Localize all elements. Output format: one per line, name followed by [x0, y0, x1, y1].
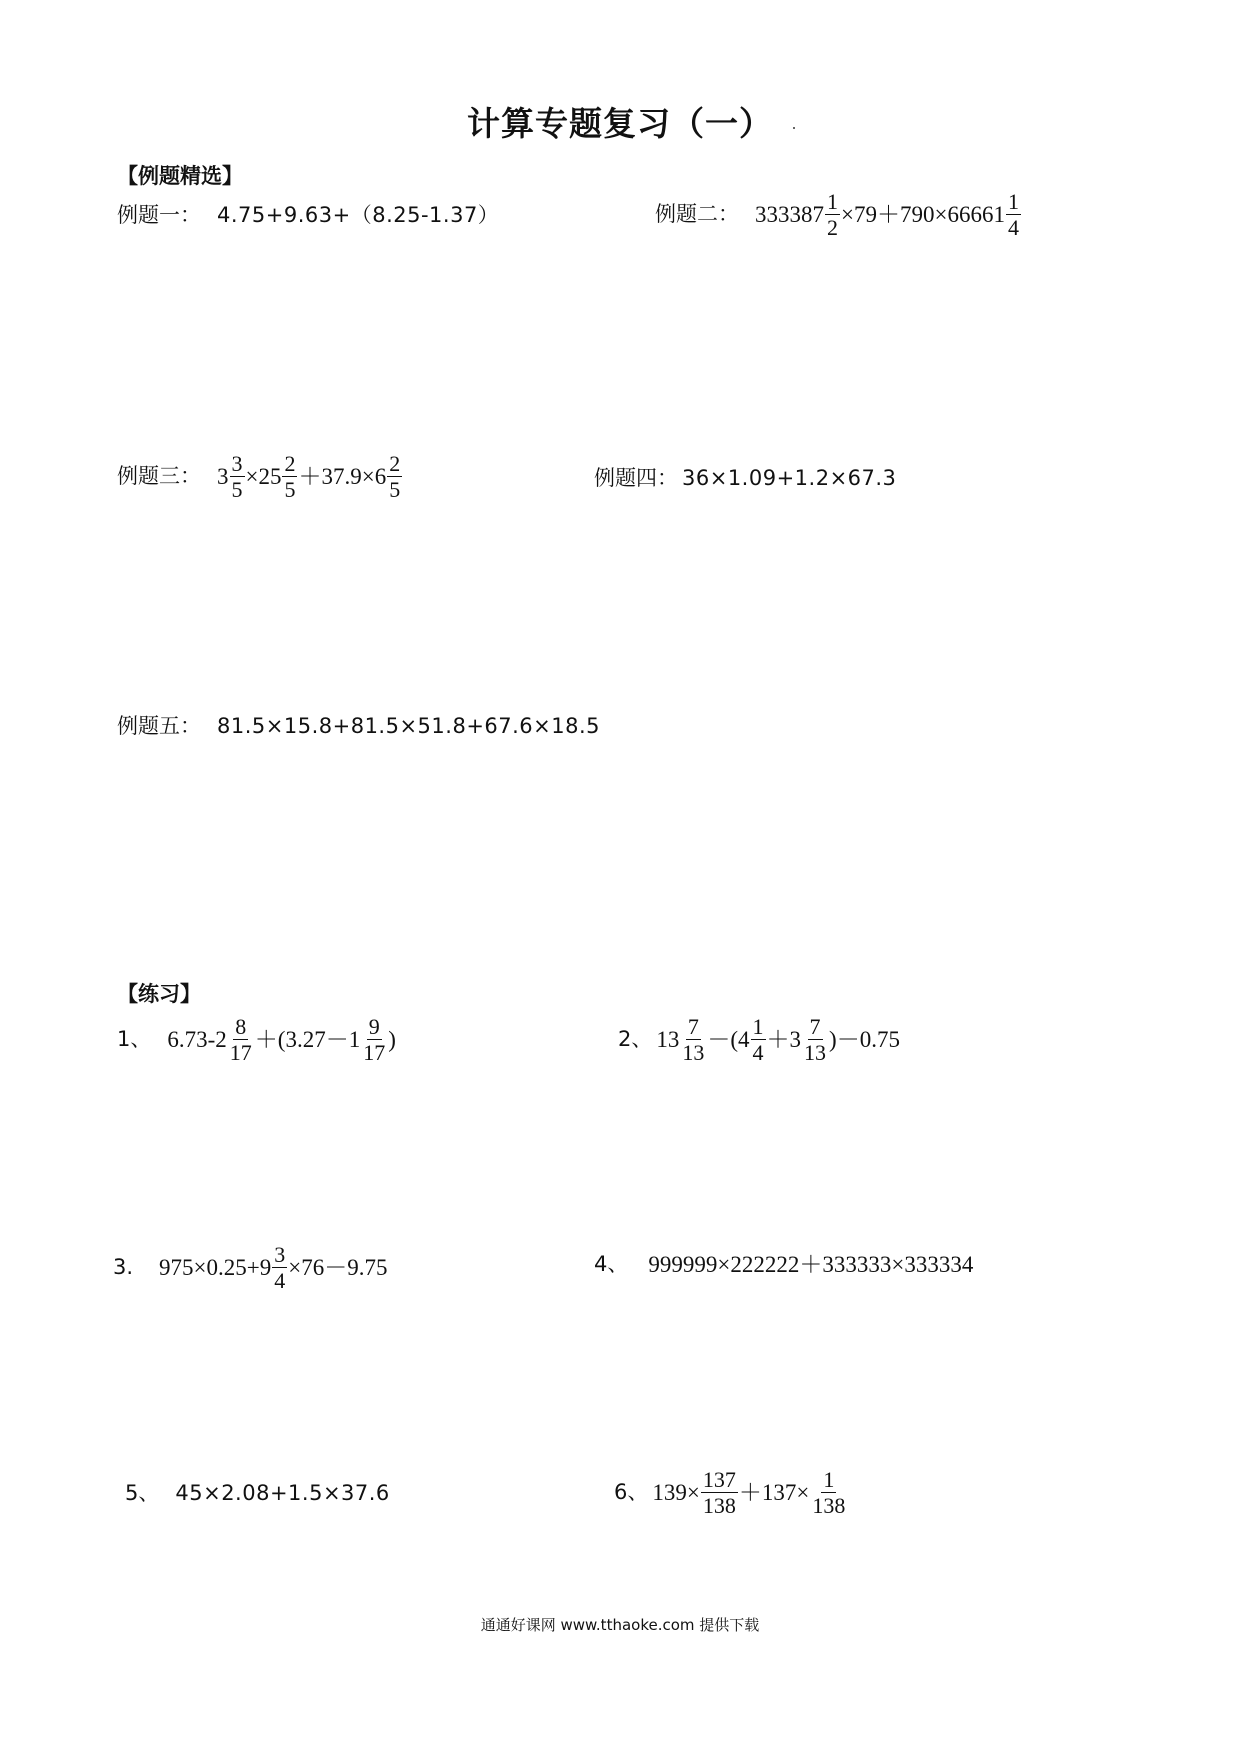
denominator: 4 — [1007, 215, 1019, 241]
expr-part: ＋37.9×6 — [298, 464, 387, 490]
example-5 — [117, 716, 600, 737]
example-4-expression: 36×1.09+1.2×67.3 — [682, 466, 897, 490]
expr-part: －(4 — [707, 1027, 750, 1053]
numerator: 3 — [231, 451, 243, 476]
expr-part: ) — [388, 1027, 396, 1053]
page-title: 计算专题复习（一） — [467, 104, 773, 143]
practice-5-label: 5、 — [125, 1481, 160, 1505]
numerator: 3 — [274, 1242, 286, 1267]
practice-5-expression: 45×2.08+1.5×37.6 — [175, 1481, 390, 1505]
denominator: 5 — [284, 477, 296, 503]
denominator: 138 — [812, 1493, 846, 1519]
section-heading-examples: 【例题精选】 — [117, 164, 243, 188]
fraction — [228, 1015, 254, 1064]
fraction — [361, 1015, 387, 1064]
example-1-label: 例题一： — [117, 203, 201, 227]
denominator: 17 — [363, 1040, 386, 1066]
numerator: 8 — [235, 1014, 247, 1039]
practice-2-expression — [656, 1015, 900, 1064]
practice-2 — [618, 1015, 900, 1064]
expr-part: ＋3 — [766, 1027, 802, 1053]
expr-part: 139× — [652, 1480, 700, 1506]
practice-6 — [614, 1468, 848, 1517]
example-1-expression: 4.75+9.63+（8.25-1.37） — [217, 203, 500, 227]
numerator: 2 — [389, 451, 401, 476]
expr-part: ×79＋790×66661 — [841, 202, 1005, 228]
expr-part: ×25 — [245, 464, 282, 490]
denominator: 138 — [702, 1493, 736, 1519]
example-4 — [594, 468, 896, 489]
footer-source: 通通好课网 www.tthaoke.com 提供下载 — [480, 1616, 760, 1634]
expr-part: )－0.75 — [829, 1027, 900, 1053]
example-3-label: 例题三： — [117, 464, 201, 489]
numerator: 2 — [284, 451, 296, 476]
fraction — [230, 452, 245, 501]
example-3-expression — [217, 452, 403, 501]
numerator: 1 — [1007, 189, 1019, 214]
denominator: 5 — [231, 477, 243, 503]
numerator: 137 — [702, 1467, 736, 1492]
fraction — [802, 1015, 828, 1064]
expr-part: 975×0.25+9 — [159, 1255, 272, 1281]
numerator: 1 — [752, 1014, 764, 1039]
fraction — [810, 1468, 847, 1517]
practice-4-label: 4、 — [594, 1252, 629, 1276]
denominator: 13 — [682, 1040, 705, 1066]
denominator: 4 — [752, 1040, 764, 1066]
denominator: 5 — [389, 477, 401, 503]
denominator: 4 — [274, 1268, 286, 1294]
practice-1-expression — [167, 1015, 396, 1064]
practice-4-expression: 999999×222222＋333333×333334 — [648, 1252, 974, 1277]
numerator: 1 — [823, 1467, 835, 1492]
fraction — [282, 452, 297, 501]
fraction — [751, 1015, 766, 1064]
fraction — [825, 190, 840, 239]
practice-1-label: 1、 — [117, 1027, 152, 1052]
fraction — [387, 452, 402, 501]
practice-1 — [117, 1015, 396, 1064]
practice-5 — [125, 1483, 390, 1504]
expr-part: 3 — [217, 464, 229, 490]
section-heading-practice: 【练习】 — [117, 982, 201, 1006]
example-4-label: 例题四： — [594, 466, 678, 490]
numerator: 1 — [827, 189, 838, 214]
practice-3-label: 3. — [113, 1255, 134, 1280]
example-5-expression: 81.5×15.8+81.5×51.8+67.6×18.5 — [217, 714, 601, 738]
expr-part: ＋(3.27－1 — [254, 1027, 361, 1053]
fraction — [1006, 190, 1021, 239]
example-2-expression — [755, 190, 1022, 239]
expr-part: 333387 — [755, 202, 824, 228]
example-2-label: 例题二： — [655, 202, 739, 227]
example-1 — [117, 205, 499, 226]
denominator: 13 — [804, 1040, 827, 1066]
denominator: 2 — [827, 215, 838, 241]
numerator: 7 — [687, 1014, 699, 1039]
denominator: 17 — [229, 1040, 252, 1066]
example-3 — [117, 452, 403, 501]
practice-4 — [594, 1253, 973, 1276]
expr-part: 6.73-2 — [167, 1027, 227, 1053]
numerator: 7 — [809, 1014, 821, 1039]
example-2 — [655, 190, 1022, 239]
practice-6-label: 6、 — [614, 1480, 649, 1505]
numerator: 9 — [368, 1014, 380, 1039]
stray-mark — [793, 127, 795, 129]
practice-3-expression — [159, 1243, 387, 1292]
practice-2-label: 2、 — [618, 1027, 653, 1052]
fraction — [701, 1468, 738, 1517]
expr-part: ×76－9.75 — [288, 1255, 388, 1281]
expr-part: 13 — [656, 1027, 680, 1053]
expr-part: ＋137× — [738, 1480, 810, 1506]
practice-6-expression — [652, 1468, 848, 1517]
example-5-label: 例题五： — [117, 714, 201, 738]
fraction — [272, 1243, 287, 1292]
fraction — [680, 1015, 706, 1064]
practice-3 — [113, 1243, 387, 1292]
